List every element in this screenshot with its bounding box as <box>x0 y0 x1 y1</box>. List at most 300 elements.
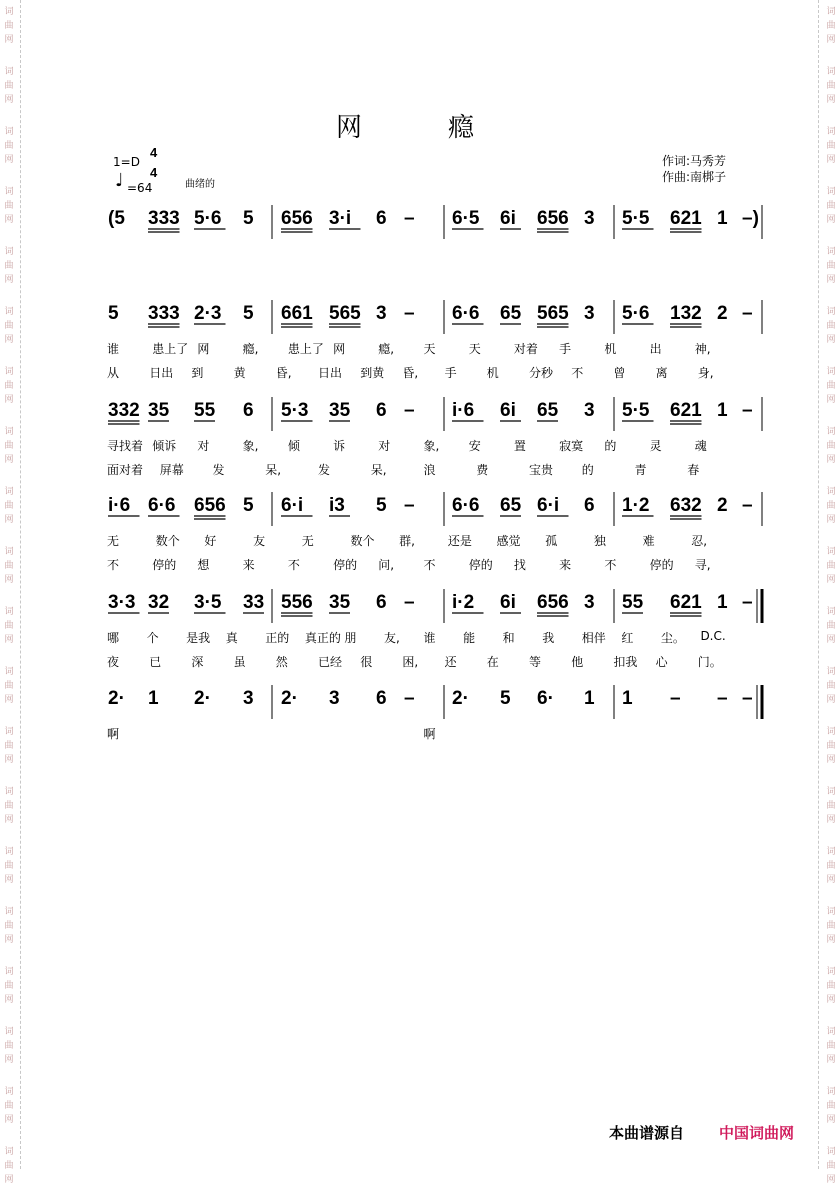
watermark-glyph: 网 <box>826 575 836 585</box>
watermark-glyph: 词 <box>826 427 836 437</box>
lyric-syllable: 神, <box>694 342 711 356</box>
watermark-glyph: 词 <box>826 307 836 317</box>
watermark-glyph: 曲 <box>826 681 836 691</box>
lyric-syllable: 忍, <box>691 534 708 548</box>
watermark-glyph: 网 <box>4 1055 14 1065</box>
note-group: 2 <box>717 495 728 516</box>
watermark-glyph: 词 <box>826 787 836 797</box>
note-group: 3 <box>584 400 595 421</box>
note-group: 6·5 <box>452 208 480 229</box>
watermark-glyph: 网 <box>4 155 14 165</box>
note-group: 132 <box>670 303 702 324</box>
note-group: – <box>404 688 415 709</box>
note-group: i·6 <box>452 400 475 421</box>
note-group: – <box>742 495 753 516</box>
watermark-glyph: 网 <box>4 215 14 225</box>
lyric-syllable: 朋 <box>344 631 357 645</box>
watermark-glyph: 曲 <box>826 21 836 31</box>
watermark-glyph: 网 <box>4 395 14 405</box>
watermark-glyph: 网 <box>4 275 14 285</box>
note-group: 2· <box>281 688 298 709</box>
note-group: – <box>717 688 728 709</box>
lyric-syllable: 群, <box>399 534 415 548</box>
watermark-glyph: 网 <box>826 755 836 765</box>
lyric-syllable: 黄 <box>233 366 246 380</box>
lyric-syllable: 倾诉 <box>152 439 177 453</box>
note-group: 6 <box>243 400 254 421</box>
watermark-glyph: 网 <box>826 935 836 945</box>
lyric-syllable: 宝贵 <box>529 463 554 477</box>
lyric-syllable: 倾 <box>287 439 300 453</box>
lyric-syllable: 尘。 <box>660 631 685 645</box>
note-group: 3·3 <box>108 592 136 613</box>
watermark-glyph: 曲 <box>826 621 836 631</box>
watermark-glyph: 网 <box>826 215 836 225</box>
note-group: 6 <box>584 495 595 516</box>
watermark-glyph: 词 <box>826 487 836 497</box>
note-group: – <box>742 592 753 613</box>
note-group: 556 <box>281 592 313 613</box>
watermark-glyph: 网 <box>826 515 836 525</box>
lyric-syllable: D.C. <box>700 629 726 643</box>
watermark-glyph: 网 <box>826 695 836 705</box>
watermark-glyph: 曲 <box>4 381 14 391</box>
lyric-syllable: 停的 <box>152 558 177 572</box>
lyric-syllable: 春 <box>687 463 700 477</box>
watermark-glyph: 曲 <box>826 201 836 211</box>
lyric-syllable: 感觉 <box>496 534 521 548</box>
watermark-glyph: 曲 <box>4 1101 14 1111</box>
watermark-glyph: 词 <box>4 7 14 17</box>
notation-row <box>0 683 840 723</box>
note-group: 5 <box>243 303 254 324</box>
lyric-syllable: 昏, <box>402 366 419 380</box>
watermark-glyph: 网 <box>826 95 836 105</box>
lyric-syllable: 天 <box>423 342 436 356</box>
watermark-glyph: 网 <box>826 455 836 465</box>
lyric-syllable: 还 <box>444 655 457 669</box>
watermark-glyph: 曲 <box>4 981 14 991</box>
expression-marking: 曲绪的 <box>185 179 215 190</box>
note-group: – <box>742 688 753 709</box>
watermark-glyph: 曲 <box>4 741 14 751</box>
note-group: 5·6 <box>194 208 222 229</box>
lyric-syllable: 手 <box>444 366 457 380</box>
note-group: 1 <box>717 400 728 421</box>
lyric-syllable: 手 <box>559 342 572 356</box>
watermark-glyph: 词 <box>4 67 14 77</box>
lyric-syllable: 象, <box>423 439 440 453</box>
note-group: – <box>404 592 415 613</box>
lyric-syllable: 对 <box>378 439 391 453</box>
watermark-glyph: 曲 <box>4 441 14 451</box>
note-group: – <box>670 688 681 709</box>
watermark-glyph: 词 <box>4 607 14 617</box>
note-group: – <box>742 303 753 324</box>
watermark-glyph: 词 <box>826 547 836 557</box>
lyric-syllable: 数个 <box>155 534 180 548</box>
watermark-glyph: 词 <box>826 667 836 677</box>
lyric-syllable: 孤 <box>545 534 558 548</box>
watermark-glyph: 曲 <box>826 81 836 91</box>
lyric-syllable: 发 <box>318 463 331 477</box>
watermark-glyph: 曲 <box>826 501 836 511</box>
lyric-syllable: 问, <box>378 558 395 572</box>
lyric-syllable: 不 <box>571 366 584 380</box>
watermark-glyph: 网 <box>4 35 14 45</box>
site-name-link[interactable]: 中国词曲网 <box>719 1124 795 1142</box>
note-group: 55 <box>194 400 216 421</box>
note-group: 5·5 <box>622 208 650 229</box>
lyric-syllable: 患上了 <box>152 342 189 356</box>
lyric-syllable: 不 <box>423 558 436 572</box>
note-group: 621 <box>670 592 702 613</box>
watermark-glyph: 词 <box>4 247 14 257</box>
lyric-syllable: 他 <box>571 655 584 669</box>
lyric-syllable: 很 <box>360 655 373 669</box>
lyric-syllable: 寂寞 <box>559 439 584 453</box>
watermark-glyph: 词 <box>4 907 14 917</box>
tempo-marking: =64 <box>127 181 153 195</box>
watermark-glyph: 网 <box>4 935 14 945</box>
lyric-syllable: 和 <box>502 631 515 645</box>
lyric-syllable: 的 <box>581 463 594 477</box>
watermark-glyph: 曲 <box>826 561 836 571</box>
lyric-syllable: 数个 <box>350 534 375 548</box>
watermark-glyph: 曲 <box>4 621 14 631</box>
note-group: 661 <box>281 303 313 324</box>
lyric-syllable: 来 <box>242 558 255 572</box>
note-group: i·6 <box>108 495 131 516</box>
lyric-syllable: 置 <box>513 439 526 453</box>
watermark-glyph: 词 <box>4 307 14 317</box>
watermark-glyph: 网 <box>826 875 836 885</box>
watermark-glyph: 曲 <box>4 1041 14 1051</box>
watermark-glyph: 网 <box>4 815 14 825</box>
watermark-glyph: 曲 <box>826 141 836 151</box>
lyricist-credit: 作词:马秀芳 <box>662 154 727 168</box>
lyric-syllable: 等 <box>529 655 542 669</box>
note-group: 6i <box>500 208 516 229</box>
note-group: 65 <box>500 495 522 516</box>
lyric-syllable: 发 <box>212 463 225 477</box>
watermark-glyph: 词 <box>4 547 14 557</box>
watermark-glyph: 网 <box>826 995 836 1005</box>
lyric-syllable: 天 <box>468 342 481 356</box>
note-group: 55 <box>622 592 644 613</box>
lyric-syllable: 身, <box>697 366 714 380</box>
watermark-glyph: 曲 <box>4 501 14 511</box>
note-group: 5 <box>243 495 254 516</box>
lyric-syllable: 魂 <box>694 439 707 453</box>
notation-row <box>0 203 840 243</box>
lyric-syllable: 已经 <box>318 655 343 669</box>
lyric-syllable: 日出 <box>149 366 174 380</box>
lyric-syllable: 红 <box>621 631 634 645</box>
watermark-glyph: 网 <box>4 1175 14 1185</box>
left-border <box>20 0 21 1169</box>
lyric-syllable: 呆, <box>370 463 387 477</box>
lyric-syllable: 门。 <box>697 655 722 669</box>
lyric-syllable: 浪 <box>423 463 436 477</box>
lyric-syllable: 出 <box>649 342 662 356</box>
note-group: 2 <box>717 303 728 324</box>
lyric-syllable: 分秒 <box>529 366 554 380</box>
note-group: 2· <box>194 688 211 709</box>
note-group: 65 <box>537 400 559 421</box>
note-group: 621 <box>670 400 702 421</box>
lyric-syllable: 不 <box>107 558 120 572</box>
lyric-syllable: 灵 <box>649 439 662 453</box>
note-group: 35 <box>329 592 351 613</box>
note-group: 6i <box>500 592 516 613</box>
watermark-glyph: 网 <box>4 515 14 525</box>
lyric-syllable: 机 <box>486 366 499 380</box>
note-group: 6·6 <box>452 303 480 324</box>
note-group: 1 <box>717 592 728 613</box>
note-group: 5 <box>376 495 387 516</box>
lyric-syllable: 到黄 <box>360 366 385 380</box>
lyric-syllable: 来 <box>559 558 572 572</box>
lyric-syllable: 想 <box>197 558 210 572</box>
lyric-syllable: 已 <box>149 655 162 669</box>
lyric-syllable: 困, <box>402 655 419 669</box>
note-group: 1 <box>622 688 633 709</box>
lyric-syllable: 从 <box>107 366 120 380</box>
watermark-glyph: 词 <box>4 1147 14 1157</box>
note-group: 2· <box>452 688 469 709</box>
watermark-glyph: 词 <box>4 187 14 197</box>
note-group: 656 <box>281 208 313 229</box>
note-group: 33 <box>243 592 265 613</box>
notation-row <box>0 490 840 530</box>
note-group: 1 <box>148 688 159 709</box>
watermark-glyph: 网 <box>4 635 14 645</box>
note-group: – <box>404 208 415 229</box>
watermark-glyph: 曲 <box>4 261 14 271</box>
lyric-syllable: 真 <box>225 631 238 645</box>
watermark-glyph: 词 <box>4 787 14 797</box>
lyric-syllable: 不 <box>604 558 617 572</box>
note-group: – <box>742 400 753 421</box>
composer-credit: 作曲:南梆子 <box>662 170 727 184</box>
note-group: 656 <box>537 592 569 613</box>
watermark-glyph: 网 <box>4 755 14 765</box>
note-group: (5 <box>108 208 125 229</box>
note-group: 656 <box>194 495 226 516</box>
watermark-glyph: 曲 <box>826 261 836 271</box>
watermark-glyph: 网 <box>826 35 836 45</box>
watermark-glyph: 曲 <box>4 141 14 151</box>
watermark-glyph: 网 <box>826 155 836 165</box>
lyric-syllable: 寻, <box>694 558 711 572</box>
lyric-syllable: 找 <box>513 558 526 572</box>
lyric-syllable: 网 <box>197 342 210 356</box>
lyric-syllable: 相伴 <box>581 631 606 645</box>
watermark-glyph: 曲 <box>826 801 836 811</box>
lyric-syllable: 青 <box>634 463 647 477</box>
watermark-glyph: 网 <box>4 335 14 345</box>
notation-row <box>0 298 840 338</box>
lyric-syllable: 还是 <box>447 534 472 548</box>
watermark-glyph: 曲 <box>4 861 14 871</box>
watermark-glyph: 词 <box>826 187 836 197</box>
notation-row <box>0 395 840 435</box>
note-group: i3 <box>329 495 345 516</box>
lyric-syllable: 呆, <box>265 463 282 477</box>
lyric-syllable: 哪 <box>107 631 120 645</box>
watermark-glyph: 词 <box>826 67 836 77</box>
lyric-syllable: 日出 <box>318 366 343 380</box>
watermark-glyph: 词 <box>4 127 14 137</box>
note-group: 621 <box>670 208 702 229</box>
lyric-syllable: 心 <box>655 655 668 669</box>
note-group: 3·5 <box>194 592 222 613</box>
watermark-glyph: 词 <box>4 667 14 677</box>
note-group: 6·6 <box>148 495 176 516</box>
watermark-glyph: 曲 <box>4 1161 14 1171</box>
note-group: 656 <box>537 208 569 229</box>
lyric-syllable: 个 <box>146 631 159 645</box>
watermark-glyph: 曲 <box>4 21 14 31</box>
lyric-syllable: 寻找着 <box>107 439 144 453</box>
lyric-syllable: 停的 <box>649 558 674 572</box>
watermark-glyph: 曲 <box>826 1101 836 1111</box>
key-signature: 1=D <box>113 155 140 169</box>
lyric-syllable: 机 <box>604 342 617 356</box>
note-group: 1 <box>584 688 595 709</box>
watermark-glyph: 词 <box>4 1027 14 1037</box>
watermark-glyph: 曲 <box>826 1161 836 1171</box>
lyric-syllable: 无 <box>301 534 314 548</box>
lyric-syllable: 谁 <box>423 631 436 645</box>
lyric-syllable: 停的 <box>333 558 358 572</box>
lyric-syllable: 费 <box>476 463 489 477</box>
lyric-syllable: 我 <box>542 631 555 645</box>
lyric-syllable: 扣我 <box>613 655 638 669</box>
lyric-syllable: 瘾, <box>378 342 395 356</box>
note-group: 6· <box>537 688 554 709</box>
watermark-glyph: 曲 <box>4 321 14 331</box>
notation-row <box>0 587 840 627</box>
lyric-syllable: 啊 <box>107 727 120 741</box>
watermark-glyph: 词 <box>826 1147 836 1157</box>
lyric-syllable: 难 <box>642 534 655 548</box>
watermark-glyph: 词 <box>826 967 836 977</box>
watermark-glyph: 网 <box>4 575 14 585</box>
lyric-syllable: 离 <box>655 366 668 380</box>
watermark-glyph: 曲 <box>826 1041 836 1051</box>
watermark-glyph: 曲 <box>4 201 14 211</box>
watermark-glyph: 曲 <box>4 801 14 811</box>
watermark-glyph: 网 <box>4 995 14 1005</box>
note-group: 5 <box>500 688 511 709</box>
lyric-syllable: 无 <box>107 534 120 548</box>
note-group: 5 <box>108 303 119 324</box>
lyric-syllable: 是我 <box>186 631 211 645</box>
watermark-glyph: 词 <box>826 7 836 17</box>
note-group: 6 <box>376 208 387 229</box>
watermark-glyph: 网 <box>826 1175 836 1185</box>
lyric-syllable: 患上了 <box>287 342 324 356</box>
watermark-glyph: 网 <box>826 395 836 405</box>
watermark-glyph: 词 <box>4 967 14 977</box>
watermark-glyph: 曲 <box>826 981 836 991</box>
lyric-syllable: 面对着 <box>107 463 144 477</box>
watermark-glyph: 词 <box>826 247 836 257</box>
lyric-syllable: 能 <box>463 631 476 645</box>
lyric-syllable: 然 <box>275 655 288 669</box>
note-group: 1·2 <box>622 495 650 516</box>
note-group: 5·6 <box>622 303 650 324</box>
time-signature-top: 4 <box>150 145 158 160</box>
note-group: i·2 <box>452 592 475 613</box>
lyric-syllable: 瘾, <box>242 342 259 356</box>
watermark-glyph: 网 <box>826 635 836 645</box>
lyric-syllable: 独 <box>593 534 606 548</box>
watermark-glyph: 曲 <box>826 921 836 931</box>
note-group: 632 <box>670 495 702 516</box>
note-group: 3 <box>584 592 595 613</box>
note-group: 6·i <box>281 495 304 516</box>
watermark-glyph: 词 <box>826 907 836 917</box>
note-group: – <box>404 400 415 421</box>
note-group: 35 <box>148 400 170 421</box>
watermark-glyph: 曲 <box>4 921 14 931</box>
note-group: 32 <box>148 592 170 613</box>
watermark-glyph: 曲 <box>826 441 836 451</box>
lyric-syllable: 虽 <box>233 655 246 669</box>
watermark-glyph: 词 <box>4 847 14 857</box>
time-signature-bottom: 4 <box>150 165 158 180</box>
source-label: 本曲谱源自 <box>609 1124 685 1142</box>
lyric-syllable: 夜 <box>107 655 120 669</box>
watermark-glyph: 曲 <box>826 381 836 391</box>
lyric-syllable: 正的 <box>265 631 290 645</box>
note-group: 3 <box>376 303 387 324</box>
watermark-glyph: 网 <box>4 1115 14 1125</box>
watermark-glyph: 词 <box>826 847 836 857</box>
lyric-syllable: 网 <box>333 342 346 356</box>
lyric-syllable: 友 <box>253 534 266 548</box>
note-group: 35 <box>329 400 351 421</box>
watermark-glyph: 词 <box>4 487 14 497</box>
note-group: 332 <box>108 400 140 421</box>
watermark-glyph: 曲 <box>4 81 14 91</box>
watermark-glyph: 词 <box>826 607 836 617</box>
lyric-syllable: 谁 <box>107 342 120 356</box>
watermark-glyph: 词 <box>826 127 836 137</box>
note-group: 3 <box>584 303 595 324</box>
lyric-syllable: 安 <box>468 439 481 453</box>
note-group: 3 <box>329 688 340 709</box>
watermark-glyph: 曲 <box>826 741 836 751</box>
watermark-glyph: 词 <box>826 727 836 737</box>
watermark-glyph: 网 <box>826 815 836 825</box>
lyric-syllable: 在 <box>486 655 499 669</box>
quarter-note-icon: ♩ <box>115 170 124 191</box>
lyric-syllable: 对着 <box>513 342 538 356</box>
watermark-glyph: 曲 <box>4 561 14 571</box>
watermark-glyph: 曲 <box>4 681 14 691</box>
lyric-syllable: 停的 <box>468 558 493 572</box>
watermark-glyph: 曲 <box>826 321 836 331</box>
note-group: 6·i <box>537 495 560 516</box>
note-group: 3 <box>243 688 254 709</box>
note-group: 333 <box>148 208 180 229</box>
watermark-glyph: 词 <box>826 367 836 377</box>
note-group: 565 <box>537 303 569 324</box>
